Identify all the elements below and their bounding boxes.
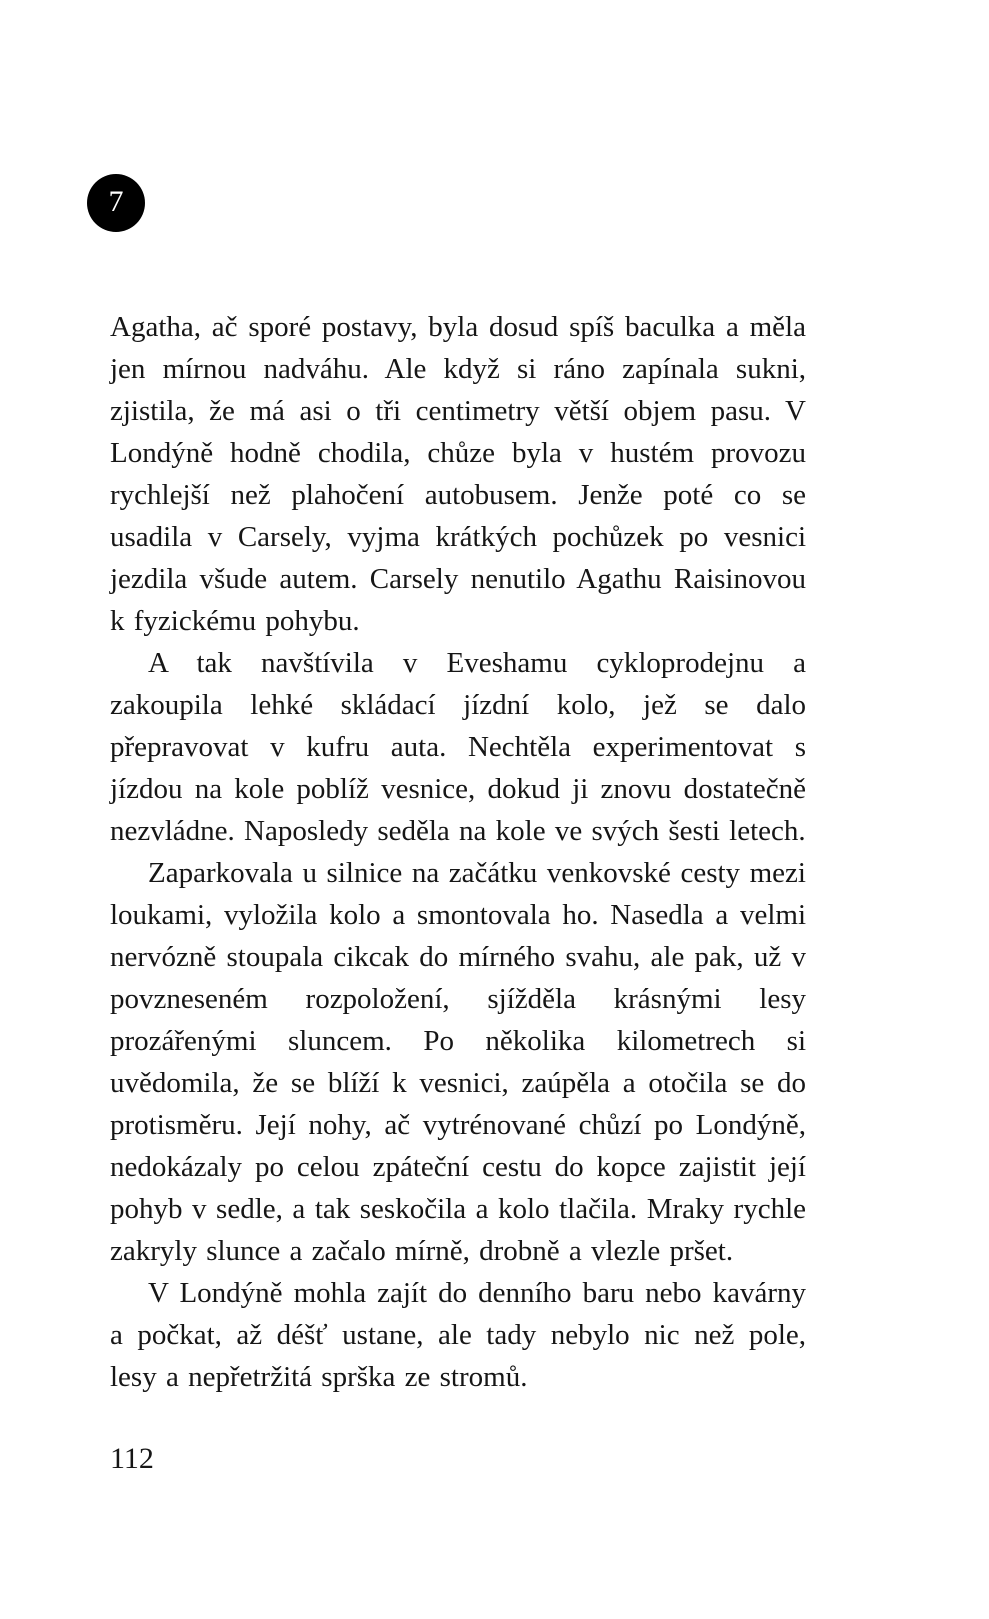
body-text [110, 306, 806, 1398]
chapter-number: 7 [108, 185, 124, 218]
page-number: 112 [110, 1442, 154, 1475]
paragraph: Zaparkovala u silnice na začátku venkovské cesty mezi loukami, vyložila kolo a smontovala ho. Nasedla a velmi nervózně stoupala cikcak do mírného svahu, ale pak, už v povzneseném rozpoložení, sjížděla krásnými lesy prozářenými sluncem. Po několika kilometrech si uvědomila, že se blíží k vesnici, zaúpěla a otočila se do protisměru. Její nohy, ač vytrénované chůzí po Londýně, nedokázaly po celou zpáteční cestu do kopce zajistit její pohyb v sedle, a tak seskočila a kolo tlačila. Mraky rychle zakryly slunce a začalo mírně, drobně a vlezle pršet. [110, 857, 806, 1267]
paragraph: Agatha, ač sporé postavy, byla dosud spíš baculka a měla jen mírnou nadváhu. Ale když si ráno zapínala sukni, zjistila, že má asi o tři centimetry větší objem pasu. V Londýně hodně chodila, chůze byla v hustém provozu rychlejší než plahočení autobusem. Jenže poté co se usadila v Carsely, vyjma krátkých pochůzek po vesnici jezdila všude autem. Carsely nenutilo Agathu Raisinovou k fyzickému pohybu. [110, 311, 806, 637]
chapter-number-badge [87, 174, 145, 232]
paragraph: A tak navštívila v Eveshamu cykloprodejnu a zakoupila lehké skládací jízdní kolo, jež se dalo přepravovat v kufru auta. Nechtěla experimentovat s jízdou na kole poblíž vesnice, dokud ji znovu dostatečně nezvládne. Naposledy seděla na kole ve svých šesti letech. [110, 647, 806, 847]
paragraph: V Londýně mohla zajít do denního baru nebo kavárny a počkat, až déšť ustane, ale tady nebylo nic než pole, lesy a nepřetržitá sprška ze stromů. [110, 1277, 806, 1393]
